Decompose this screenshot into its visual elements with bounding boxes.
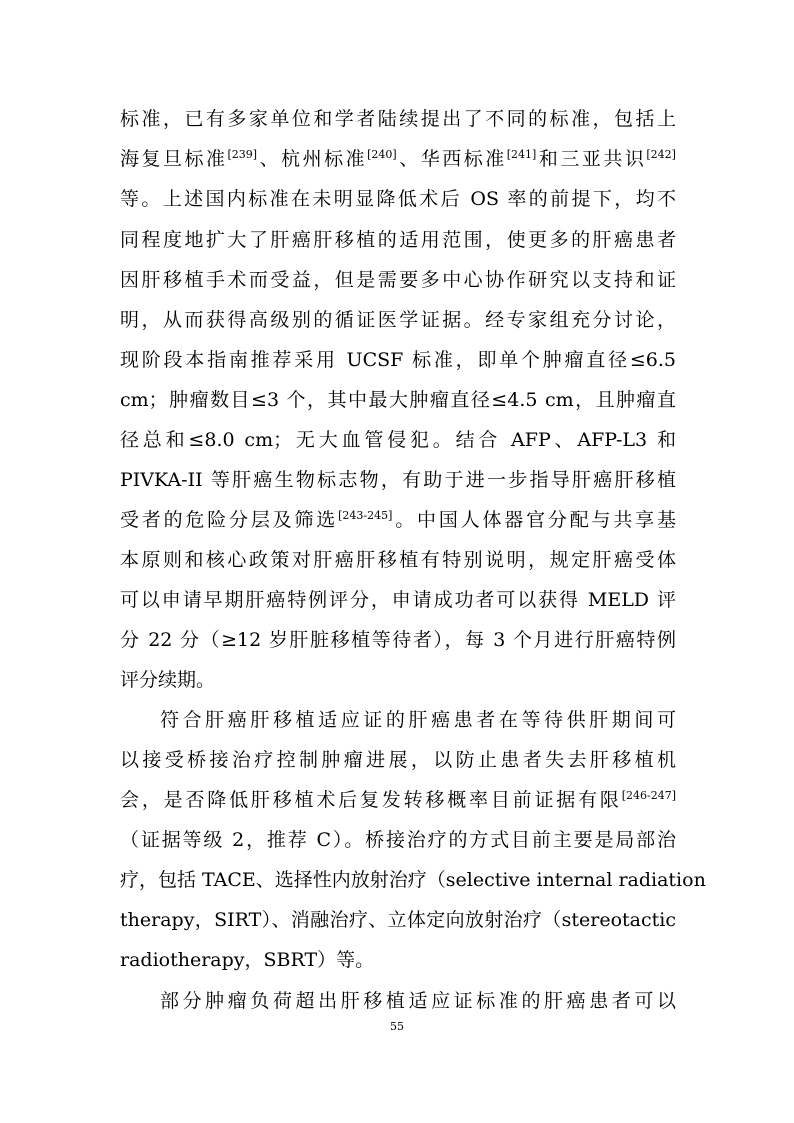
citation: [246-247] xyxy=(621,789,676,802)
text-line: 评分续期。 xyxy=(120,669,216,691)
text-line: 会，是否降低肝移植术后复发转移概率目前证据有限[246-247] xyxy=(120,789,676,811)
text-line: cm；肿瘤数目≤3 个，其中最大肿瘤直径≤4.5 cm，且肿瘤直 xyxy=(120,389,676,411)
text-line: 等。上述国内标准在未明显降低术后 OS 率的前提下，均不 xyxy=(120,188,676,210)
citation: [239] xyxy=(227,148,258,161)
text-line: radiotherapy，SBRT）等。 xyxy=(120,949,375,971)
text-line: 受者的危险分层及筛选[243-245]。中国人体器官分配与共享基 xyxy=(120,509,676,531)
citation: [240] xyxy=(367,148,397,161)
citation: [243-245] xyxy=(338,509,393,522)
text-line: （证据等级 2，推荐 C）。桥接治疗的方式目前主要是局部治 xyxy=(120,829,676,851)
text-line: 标准，已有多家单位和学者陆续提出了不同的标准，包括上 xyxy=(120,108,676,130)
text-line: 部分肿瘤负荷超出肝移植适应证标准的肝癌患者可以 xyxy=(160,990,676,1012)
text-line: 径总和≤8.0 cm；无大血管侵犯。结合 AFP、AFP-L3 和 xyxy=(120,429,676,451)
text-line: 本原则和核心政策对肝癌肝移植有特别说明，规定肝癌受体 xyxy=(120,549,676,571)
text-line: 因肝移植手术而受益，但是需要多中心协作研究以支持和证 xyxy=(120,269,676,291)
text-line: therapy，SIRT）、消融治疗、立体定向放射治疗（stereotactic xyxy=(120,909,676,931)
text-line: 分 22 分（≥12 岁肝脏移植等待者），每 3 个月进行肝癌特例 xyxy=(120,629,676,651)
text-line: PIVKA-II 等肝癌生物标志物，有助于进一步指导肝癌肝移植 xyxy=(120,469,676,491)
text-line: 疗，包括 TACE、选择性内放射治疗（selective internal radiation xyxy=(120,869,706,891)
citation: [242] xyxy=(646,148,676,161)
text-line: 可以申请早期肝癌特例评分，申请成功者可以获得 MELD 评 xyxy=(120,589,676,611)
text-line: 现阶段本指南推荐采用 UCSF 标准，即单个肿瘤直径≤6.5 xyxy=(120,349,676,371)
text-line: 海复旦标准[239]、杭州标准[240]、华西标准[241]和三亚共识[242] xyxy=(120,148,676,170)
text-line: 符合肝癌肝移植适应证的肝癌患者在等待供肝期间可 xyxy=(160,709,676,731)
text-line: 明，从而获得高级别的循证医学证据。经专家组充分讨论， xyxy=(120,309,676,331)
page-number: 55 xyxy=(390,1020,404,1033)
text-line: 以接受桥接治疗控制肿瘤进展，以防止患者失去肝移植机 xyxy=(120,749,676,771)
text-line: 同程度地扩大了肝癌肝移植的适用范围，使更多的肝癌患者 xyxy=(120,229,676,251)
citation: [241] xyxy=(506,148,537,161)
